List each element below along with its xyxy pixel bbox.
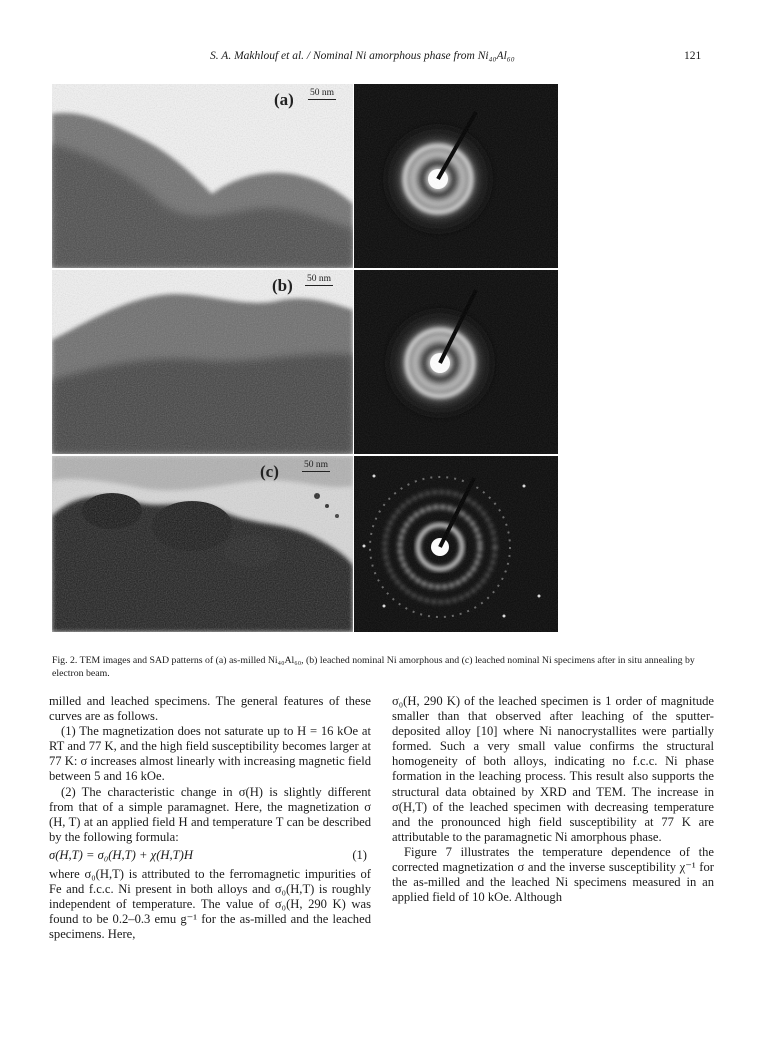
figure-2 (52, 84, 558, 632)
page-number: 121 (684, 50, 702, 62)
tem-image-b (52, 270, 353, 454)
running-header (0, 50, 768, 66)
tem-image-c (52, 456, 353, 632)
right-column (392, 694, 714, 905)
equation-1 (49, 848, 371, 863)
paragraph: milled and leached specimens. The general features of these curves are as follows. (49, 694, 371, 724)
sad-pattern-c (354, 456, 558, 632)
paragraph: Figure 7 illustrates the temperature dependence of the corrected magnetization σ and the inverse susceptibility χ⁻¹ for the as-milled and the leached Ni specimens measured in an applied field of 10 kOe. Although (392, 844, 714, 905)
left-column (49, 694, 371, 943)
running-title: S. A. Makhlouf et al. / Nominal Ni amorphous phase from Ni₄₀Al₆₀ (210, 50, 515, 62)
tem-image-a (52, 84, 353, 268)
paragraph: σ₀(H, 290 K) of the leached specimen is 1 order of magnitude smaller than that observed after leaching of the sputter-deposited alloy [10] where Ni nanocrystallites were partially formed. Such a very small value confirms the structural homogeneity of both alloys, indicating no f.c.c. Ni phase formation in the leaching process. This result also supports the structural data obtained by XRD and TEM. The increase in σ(H,T) of the leached specimen with decreasing temperature and the pronounced high field susceptibility at 77 K are attributable to the paramagnetic Ni amorphous phase. (392, 694, 714, 844)
sad-pattern-a (354, 84, 558, 268)
panel-label-a: (a) (274, 90, 294, 109)
figure-caption: Fig. 2. TEM images and SAD patterns of (a) as-milled Ni₄₀Al₆₀, (b) leached nominal Ni amorphous and (c) leached nominal Ni specimens after in situ annealing by electron beam. (52, 655, 695, 679)
paragraph: where σ₀(H,T) is attributed to the ferromagnetic impurities of Fe and f.c.c. Ni present in both alloys and σ₀(H,T) is roughly independent of temperature. The value of σ₀(H, 290 K) was found to be 0.2–0.3 emu g⁻¹ for the as-milled and the leached specimens. Here, (49, 867, 371, 942)
paragraph: (1) The magnetization does not saturate up to H = 16 kOe at RT and 77 K, and the high field susceptibility becomes larger at 77 K: σ increases almost linearly with increasing magnetic field between 5 and 16 kOe. (49, 724, 371, 784)
panel-label-b: (b) (272, 276, 293, 295)
equation-number: (1) (352, 847, 367, 862)
equation-text: σ(H,T) = σ₀(H,T) + χ(H,T)H (49, 847, 193, 862)
paragraph: (2) The characteristic change in σ(H) is slightly different from that of a simple paramagnet. Here, the magnetization σ (H, T) at an applied field H and temperature T can be described by the following formula: (49, 784, 371, 844)
panel-label-c: (c) (260, 462, 279, 481)
scale-bar-b: 50 nm (307, 274, 332, 284)
sad-pattern-b (354, 270, 558, 454)
scale-bar-a: 50 nm (310, 88, 335, 98)
scale-bar-c: 50 nm (304, 460, 329, 470)
